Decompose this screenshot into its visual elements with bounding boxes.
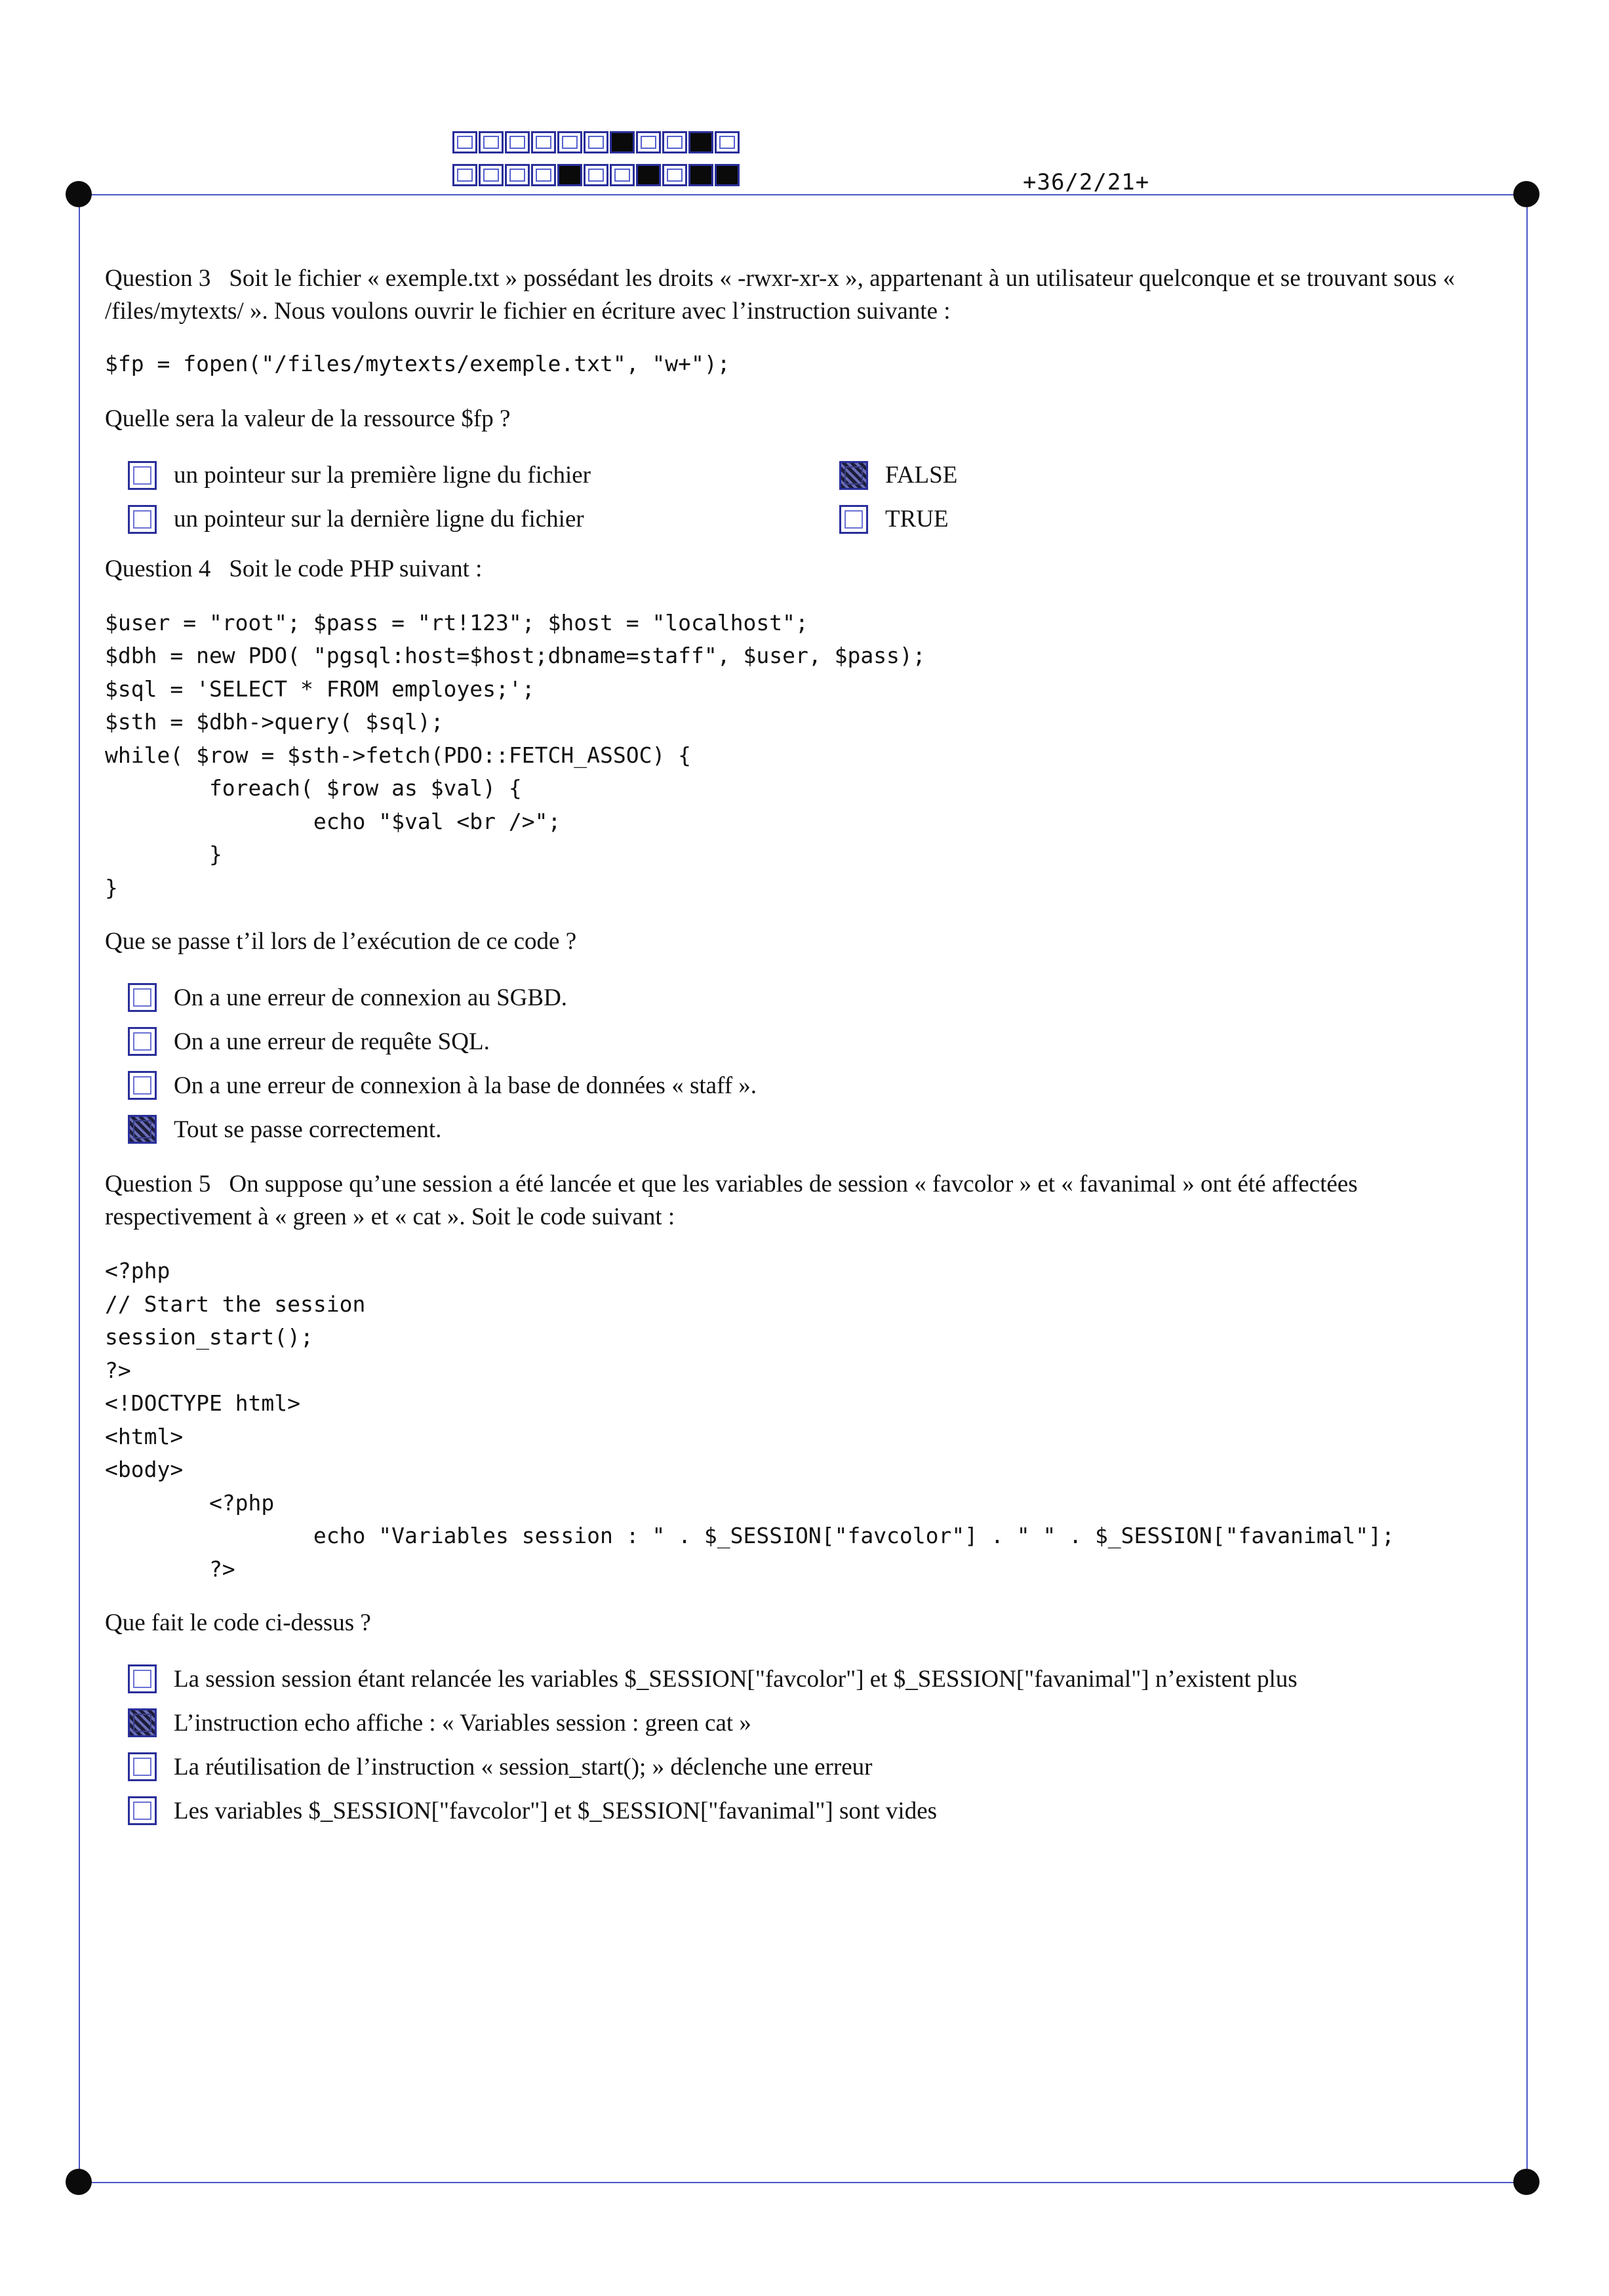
- choice-q5-session-error[interactable]: [128, 1750, 872, 1783]
- choice-q4-db-error[interactable]: [128, 1069, 757, 1102]
- choice-label: TRUE: [885, 506, 949, 533]
- barcode-cell-empty: [479, 164, 504, 186]
- barcode-cell-empty: [531, 164, 556, 186]
- question-4-prompt: Que se passe t’il lors de l’exécution de ce code ?: [105, 928, 577, 955]
- choice-q4-sgbd-error[interactable]: [128, 981, 567, 1014]
- choice-label: Tout se passe correctement.: [174, 1116, 442, 1143]
- choice-label: L’instruction echo affiche : « Variables session : green cat »: [174, 1709, 751, 1737]
- barcode-cell-empty: [584, 131, 608, 153]
- choice-q4-sql-error[interactable]: [128, 1025, 490, 1058]
- choice-label: On a une erreur de connexion à la base de données « staff ».: [174, 1072, 757, 1099]
- barcode-row-2: [452, 164, 741, 186]
- question-5-choices: [105, 1661, 1508, 1838]
- barcode-cell-filled: [557, 164, 582, 186]
- barcode-cell-filled: [688, 164, 713, 186]
- checkbox[interactable]: [128, 461, 157, 490]
- barcode-cell-empty: [662, 164, 687, 186]
- corner-mark-top-left: [66, 181, 92, 207]
- choice-label: On a une erreur de connexion au SGBD.: [174, 984, 568, 1011]
- question-3-code: $fp = fopen("/files/mytexts/exemple.txt", "w+");: [105, 351, 730, 376]
- checkbox[interactable]: [839, 505, 868, 534]
- choice-label: On a une erreur de requête SQL.: [174, 1028, 490, 1055]
- question-5-intro: On suppose qu’une session a été lancée et que les variables de session « favcolor » et « favanimal » ont été affectées respectivement à « green » et « cat ». Soit le code suivant :: [105, 1171, 1358, 1230]
- checkbox-checked[interactable]: [128, 1115, 157, 1144]
- barcode-cell-empty: [505, 164, 530, 186]
- checkbox[interactable]: [128, 1071, 157, 1100]
- barcode-cell-empty: [479, 131, 504, 153]
- barcode-cell-filled: [715, 164, 740, 186]
- frame-right-line: [1526, 194, 1528, 2183]
- question-5-prompt: Que fait le code ci-dessus ?: [105, 1609, 371, 1636]
- choice-label: un pointeur sur la première ligne du fichier: [174, 462, 591, 489]
- question-3-header: [105, 262, 1508, 328]
- question-3-intro: Soit le fichier « exemple.txt » possédant les droits « -rwxr-xr-x », appartenant à un utilisateur quelconque et se trouvant sous « /files/mytexts/ ». Nous voulons ouvrir le fichier en écriture avec l’instruction suivante :: [105, 265, 1455, 325]
- question-5-number: Question 5: [105, 1171, 211, 1198]
- choice-q3-first-line[interactable]: [128, 459, 591, 492]
- question-5: [105, 1168, 1508, 1838]
- choice-label: La réutilisation de l’instruction « session_start(); » déclenche une erreur: [174, 1753, 873, 1781]
- barcode-cell-empty: [584, 164, 608, 186]
- frame-bottom-line: [79, 2182, 1528, 2183]
- choice-q5-vars-gone[interactable]: [128, 1662, 1298, 1695]
- question-5-code: <?php // Start the session session_start(); ?> <!DOCTYPE html> <html> <body> <?php echo "Variables session : " . $_SESSION["favcolor"] . " " . $_SESSION["favanimal"]; ?>: [105, 1258, 1395, 1582]
- question-5-header: [105, 1168, 1508, 1234]
- barcode-cell-empty: [636, 131, 661, 153]
- choice-q5-vars-empty[interactable]: [128, 1794, 937, 1827]
- checkbox[interactable]: [128, 505, 157, 534]
- barcode-cell-filled: [610, 131, 635, 153]
- checkbox[interactable]: [128, 1664, 157, 1693]
- checkbox[interactable]: [128, 1027, 157, 1056]
- barcode-cell-empty: [610, 164, 635, 186]
- page-content: [105, 262, 1508, 1838]
- checkbox[interactable]: [128, 1796, 157, 1825]
- question-3: [105, 262, 1508, 545]
- checkbox[interactable]: [128, 983, 157, 1012]
- barcode-row-1: [452, 131, 741, 153]
- question-3-choices: [105, 457, 1508, 545]
- choice-q3-last-line[interactable]: [128, 503, 584, 536]
- question-3-number: Question 3: [105, 265, 211, 292]
- choice-label: un pointeur sur la dernière ligne du fichier: [174, 506, 584, 533]
- choice-q3-false[interactable]: [839, 459, 957, 492]
- question-4-header: [105, 553, 1508, 586]
- choice-q5-echo-green-cat[interactable]: [128, 1706, 751, 1739]
- barcode-cell-empty: [557, 131, 582, 153]
- corner-mark-bottom-right: [1513, 2169, 1539, 2195]
- question-4-intro: Soit le code PHP suivant :: [229, 555, 483, 582]
- checkbox-checked[interactable]: [128, 1708, 157, 1737]
- corner-mark-bottom-left: [66, 2169, 92, 2195]
- question-4-code: $user = "root"; $pass = "rt!123"; $host = "localhost"; $dbh = new PDO( "pgsql:host=$host;dbname=staff", $user, $pass); $sql = 'SELECT * FROM employes;'; $sth = $dbh->query( $sql); while( $row = $sth->fetch(PDO::FETCH_ASSOC) { foreach( $row as $val) { echo "$val <br />"; } }: [105, 609, 926, 900]
- question-3-prompt: Quelle sera la valeur de la ressource $fp ?: [105, 405, 511, 432]
- barcode-cell-filled: [636, 164, 661, 186]
- barcode-cell-empty: [505, 131, 530, 153]
- question-4: [105, 553, 1508, 1157]
- choice-label: La session session étant relancée les variables $_SESSION["favcolor"] et $_SESSION["favanimal"] n’existent plus: [174, 1665, 1298, 1693]
- frame-top-line: [79, 194, 1528, 195]
- choice-q3-true[interactable]: [839, 503, 949, 536]
- choice-label: Les variables $_SESSION["favcolor"] et $_SESSION["favanimal"] sont vides: [174, 1797, 938, 1824]
- barcode-cell-empty: [715, 131, 740, 153]
- corner-mark-top-right: [1513, 181, 1539, 207]
- frame-left-line: [79, 194, 80, 2183]
- choice-label: FALSE: [885, 462, 958, 489]
- page-id-code: +36/2/21+: [1023, 169, 1150, 195]
- question-4-number: Question 4: [105, 555, 211, 582]
- barcode-cell-filled: [688, 131, 713, 153]
- barcode-cell-empty: [531, 131, 556, 153]
- barcode-cell-empty: [452, 164, 477, 186]
- checkbox-checked[interactable]: [839, 461, 868, 490]
- checkbox[interactable]: [128, 1752, 157, 1781]
- barcode-cell-empty: [662, 131, 687, 153]
- choice-q4-ok[interactable]: [128, 1113, 441, 1146]
- question-4-choices: [105, 979, 1508, 1156]
- barcode-cell-empty: [452, 131, 477, 153]
